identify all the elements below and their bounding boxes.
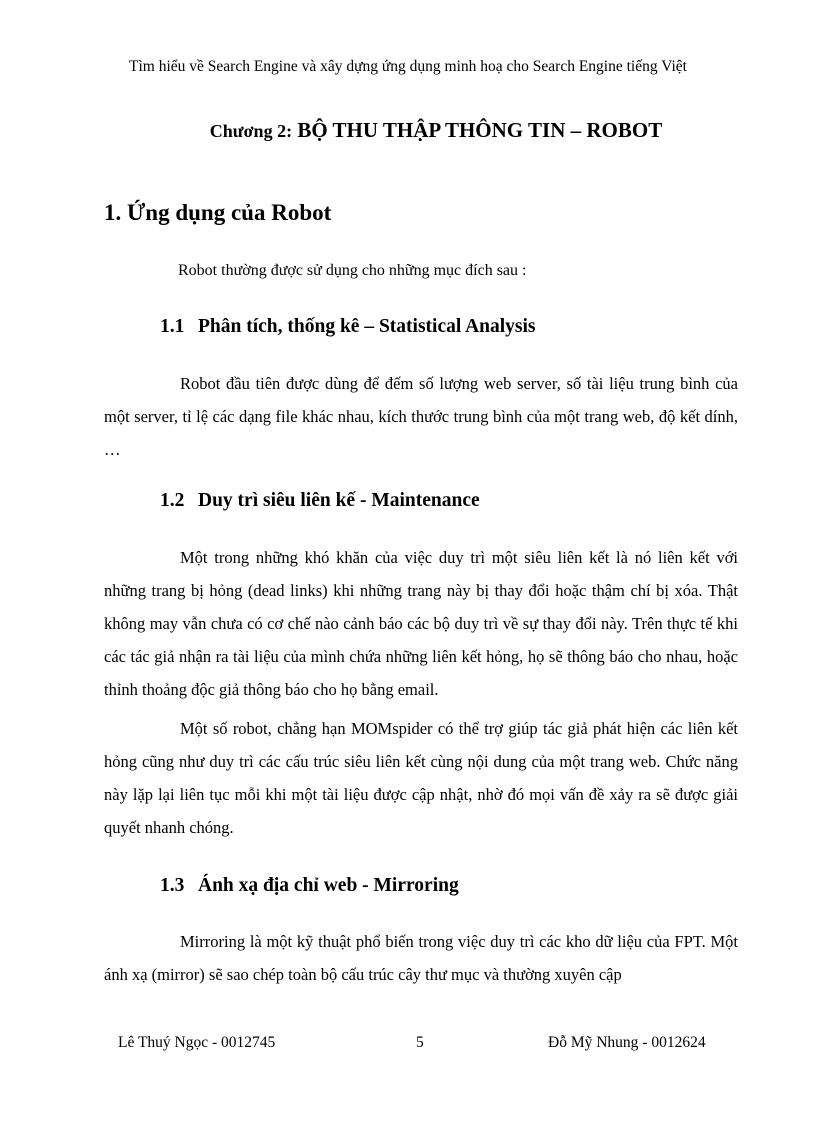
subsection-number: 1.3 bbox=[160, 875, 185, 896]
running-header: Tìm hiểu về Search Engine và xây dựng ứng dụng minh hoạ cho Search Engine tiếng Việt bbox=[129, 58, 687, 75]
subsection-title: Duy trì siêu liên kế - Maintenance bbox=[198, 490, 480, 511]
subsection-heading-1-3 bbox=[160, 875, 459, 897]
subsection-title: Ánh xạ địa chỉ web - Mirroring bbox=[198, 875, 459, 896]
subsection-number: 1.1 bbox=[160, 316, 185, 337]
page-number: 5 bbox=[416, 1034, 424, 1051]
paragraph-1-1: Robot đầu tiên được dùng để đếm số lượng web server, số tài liệu trung bình của một server, tỉ lệ các dạng file khác nhau, kích thước trung bình của một trang web, độ kết dính, … bbox=[104, 374, 738, 459]
subsection-number: 1.2 bbox=[160, 490, 185, 511]
chapter-label: Chương 2: bbox=[209, 121, 293, 141]
section-1-intro: Robot thường được sử dụng cho những mục đích sau : bbox=[178, 262, 527, 279]
section-heading-1: 1. Ứng dụng của Robot bbox=[104, 200, 332, 225]
subsection-heading-1-2 bbox=[160, 490, 480, 512]
subsection-title: Phân tích, thống kê – Statistical Analysis bbox=[198, 316, 536, 337]
footer-right: Đỗ Mỹ Nhung - 0012624 bbox=[548, 1034, 706, 1051]
paragraph-1-3: Mirroring là một kỹ thuật phổ biến trong việc duy trì các kho dữ liệu của FPT. Một ánh xạ (mirror) sẽ sao chép toàn bộ cấu trúc cây thư mục và thường xuyên cập bbox=[104, 932, 738, 984]
subsection-heading-1-1 bbox=[160, 316, 536, 338]
chapter-title bbox=[0, 118, 816, 143]
paragraph-1-2-b: Một số robot, chẳng hạn MOMspider có thể trợ giúp tác giả phát hiện các liên kết hỏng cũng như duy trì các cấu trúc siêu liên kết cùng nội dung của một trang web. Chức năng này lặp lại liên tục mỗi khi một tài liệu được cập nhật, nhờ đó mọi vấn đề xảy ra sẽ được giải quyết nhanh chóng. bbox=[104, 719, 738, 837]
footer-left: Lê Thuý Ngọc - 0012745 bbox=[118, 1034, 276, 1051]
paragraph-1-2-a: Một trong những khó khăn của việc duy trì một siêu liên kết là nó liên kết với những trang bị hỏng (dead links) khi những trang này bị thay đổi hoặc thậm chí bị xóa. Thật không may vẫn chưa có cơ chế nào cảnh báo các bộ duy trì về sự thay đổi này. Trên thực tế khi các tác giả nhận ra tài liệu của mình chứa những liên kết hỏng, họ sẽ thông báo cho nhau, hoặc thỉnh thoảng độc giả thông báo cho họ bằng email. bbox=[104, 548, 738, 699]
chapter-heading: BỘ THU THẬP THÔNG TIN – ROBOT bbox=[297, 118, 663, 142]
